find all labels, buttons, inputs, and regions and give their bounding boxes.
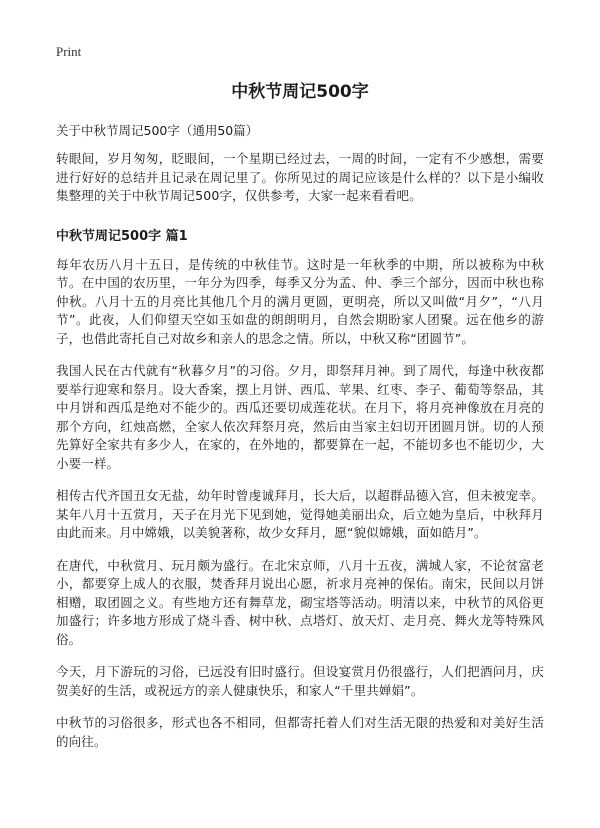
body-paragraph-2: 我国人民在古代就有“秋暮夕月”的习俗。夕月，即祭拜月神。到了周代，每逢中秋夜都要举行迎寒和祭月。设大香案，摆上月饼、西瓜、苹果、红枣、李子、葡萄等祭品，其中月饼和西瓜是绝对不能少的。西瓜还要切成莲花状。在月下，将月亮神像放在月亮的那个方向，红烛高燃，全家人依次拜祭月亮，然后由当家主妇切开团圆月饼。切的人预先算好全家共有多少人，在家的，在外地的，都要算在一起，不能切多也不能切少，大小要一样。 (56, 363, 544, 471)
body-paragraph-4: 在唐代，中秋赏月、玩月颇为盛行。在北宋京师，八月十五夜，满城人家，不论贫富老小，都要穿上成人的衣服，焚香拜月说出心愿，祈求月亮神的保佑。南宋，民间以月饼相赠，取团圆之义。有些地方还有舞草龙，砌宝塔等活动。明清以来，中秋节的风俗更加盛行；许多地方形成了烧斗香、树中秋、点塔灯、放天灯、走月亮、舞火龙等特殊风俗。 (56, 557, 544, 647)
section-heading: 中秋节周记500字 篇1 (56, 228, 188, 244)
document-subtitle: 关于中秋节周记500字（通用50篇） (56, 123, 259, 138)
body-paragraph-5: 今天，月下游玩的习俗，已远没有旧时盛行。但设宴赏月仍很盛行，人们把酒问月，庆贺美好的生活，或祝远方的亲人健康快乐，和家人“千里共婵娟”。 (56, 664, 544, 698)
intro-paragraph: 转眼间，岁月匆匆，眨眼间，一个星期已经过去，一周的时间，一定有不少感想，需要进行好好的总结并且记录在周记里了。你所见过的周记应该是什么样的？以下是小编收集整理的关于中秋节周记500字，仅供参考，大家一起来看看吧。 (56, 151, 544, 203)
body-paragraph-3: 相传古代齐国丑女无盐，幼年时曾虔诚拜月，长大后，以超群品德入宫，但未被宠幸。某年八月十五赏月，天子在月光下见到她，觉得她美丽出众，后立她为皇后，中秋拜月由此而来。月中嫦娥，以美貌著称，故少女拜月，愿“貌似嫦娥，面如皓月”。 (56, 488, 544, 540)
page-title: 中秋节周记500字 (231, 82, 369, 102)
body-paragraph-1: 每年农历八月十五日，是传统的中秋佳节。这时是一年秋季的中期，所以被称为中秋节。在中国的农历里，一年分为四季，每季又分为孟、仲、季三个部分，因而中秋也称仲秋。八月十五的月亮比其他几个月的满月更圆，更明亮，所以又叫做“月夕”，“八月节”。此夜，人们仰望天空如玉如盘的朗朗明月，自然会期盼家人团聚。远在他乡的游子，也借此寄托自己对故乡和亲人的思念之情。所以，中秋又称“团圆节”。 (56, 256, 544, 346)
print-link[interactable]: Print (56, 44, 82, 59)
body-paragraph-6: 中秋节的习俗很多，形式也各不相同，但都寄托着人们对生活无限的热爱和对美好生活的向往。 (56, 715, 544, 749)
